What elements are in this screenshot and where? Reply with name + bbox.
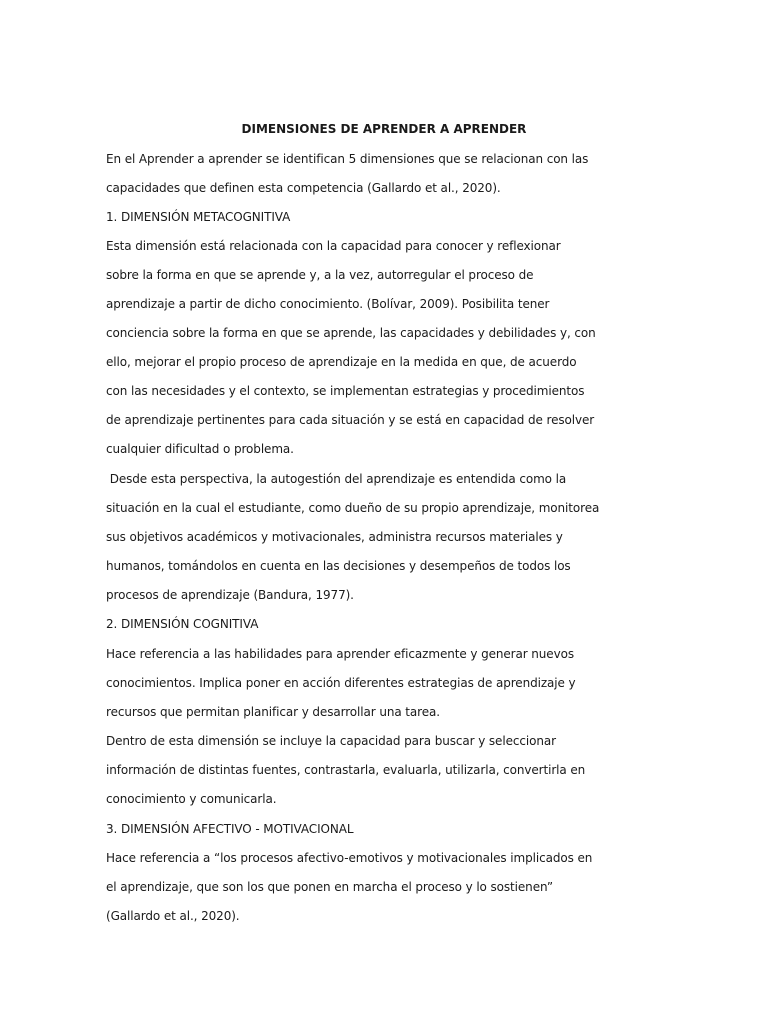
document-title: DIMENSIONES DE APRENDER A APRENDER	[241, 122, 527, 136]
text-line: de aprendizaje pertinentes para cada situación y se está en capacidad de resolver	[106, 413, 595, 427]
text-line-intro-2: capacidades que definen esta competencia (Gallardo et al., 2020).	[106, 181, 501, 195]
section-heading-metacognitiva: 1. DIMENSIÓN METACOGNITIVA	[106, 210, 291, 224]
text-line: Desde esta perspectiva, la autogestión del aprendizaje es entendida como la	[106, 472, 567, 486]
section-heading-afectivo-motivacional: 3. DIMENSIÓN AFECTIVO - MOTIVACIONAL	[106, 822, 354, 836]
text-line: Esta dimensión está relacionada con la capacidad para conocer y reflexionar	[106, 239, 561, 253]
text-line: conciencia sobre la forma en que se aprende, las capacidades y debilidades y, con	[106, 326, 596, 340]
text-line: humanos, tomándolos en cuenta en las decisiones y desempeños de todos los	[106, 559, 571, 573]
text-line: sus objetivos académicos y motivacionales, administra recursos materiales y	[106, 530, 563, 544]
text-line: ello, mejorar el propio proceso de aprendizaje en la medida en que, de acuerdo	[106, 355, 577, 369]
text-line: Hace referencia a “los procesos afectivo-emotivos y motivacionales implicados en	[106, 851, 593, 865]
text-line: recursos que permitan planificar y desarrollar una tarea.	[106, 705, 440, 719]
text-line: Hace referencia a las habilidades para aprender eficazmente y generar nuevos	[106, 647, 574, 661]
text-line: situación en la cual el estudiante, como dueño de su propio aprendizaje, monitorea	[106, 501, 600, 515]
text-line: procesos de aprendizaje (Bandura, 1977).	[106, 588, 354, 602]
text-line: información de distintas fuentes, contrastarla, evaluarla, utilizarla, convertirla en	[106, 763, 586, 777]
section-heading-cognitiva: 2. DIMENSIÓN COGNITIVA	[106, 617, 259, 631]
text-line: Dentro de esta dimensión se incluye la capacidad para buscar y seleccionar	[106, 734, 556, 748]
text-line: conocimiento y comunicarla.	[106, 792, 277, 806]
text-line-intro-1: En el Aprender a aprender se identifican 5 dimensiones que se relacionan con las	[106, 152, 589, 166]
text-line: cualquier dificultad o problema.	[106, 442, 294, 456]
text-line: (Gallardo et al., 2020).	[106, 909, 240, 923]
text-line: con las necesidades y el contexto, se implementan estrategias y procedimientos	[106, 384, 585, 398]
text-line: aprendizaje a partir de dicho conocimiento. (Bolívar, 2009). Posibilita tener	[106, 297, 550, 311]
text-line: conocimientos. Implica poner en acción diferentes estrategias de aprendizaje y	[106, 676, 576, 690]
text-line: el aprendizaje, que son los que ponen en marcha el proceso y lo sostienen”	[106, 880, 553, 894]
text-line: sobre la forma en que se aprende y, a la vez, autorregular el proceso de	[106, 268, 534, 282]
